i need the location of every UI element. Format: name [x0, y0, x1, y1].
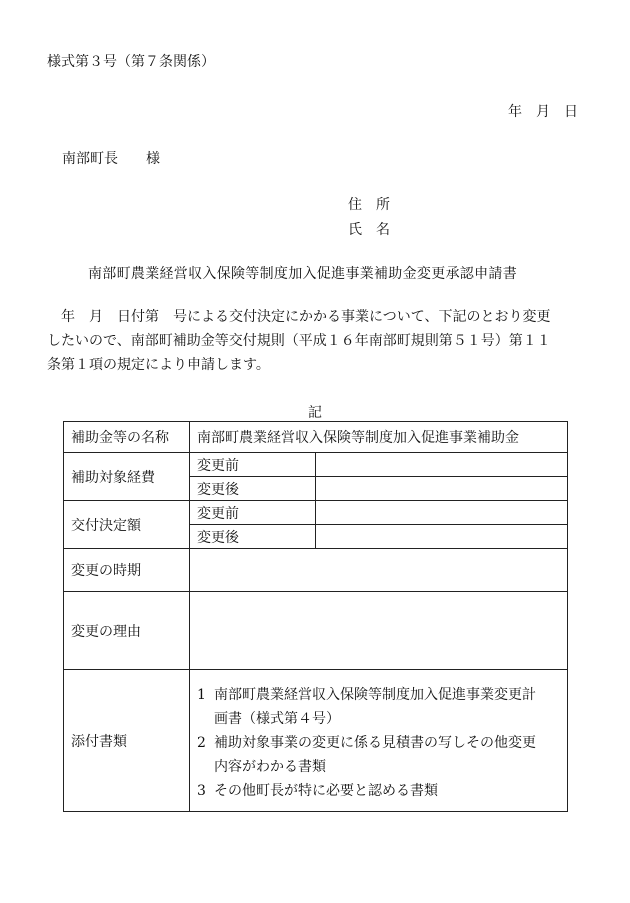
expense-before-value[interactable]	[316, 453, 568, 477]
grant-after-label: 変更後	[190, 525, 316, 549]
table-row	[64, 670, 568, 812]
attachment-item	[197, 683, 567, 731]
table-row	[64, 422, 568, 453]
expense-label: 補助対象経費	[64, 453, 190, 501]
attachment-text: その他町長が特に必要と認める書類	[214, 782, 438, 799]
body-line: したいので、南部町補助金等交付規則（平成１６年南部町規則第５１号）第１１	[47, 333, 551, 349]
attachments-list	[197, 679, 567, 803]
date-line: 年 月 日	[508, 104, 578, 120]
form-number: 様式第３号（第７条関係）	[47, 54, 215, 70]
subsidy-name-label: 補助金等の名称	[64, 422, 190, 453]
attachment-text: 南部町農業経営収入保険等制度加入促進事業変更計	[214, 686, 536, 703]
expense-after-value[interactable]	[316, 477, 568, 501]
document-title: 南部町農業経営収入保険等制度加入促進事業補助金変更承認申請書	[88, 266, 517, 282]
timing-label: 変更の時期	[64, 549, 190, 592]
attachments-label: 添付書類	[64, 670, 190, 812]
table-row	[64, 592, 568, 670]
table-row	[64, 501, 568, 525]
subsidy-name-value: 南部町農業経営収入保険等制度加入促進事業補助金	[190, 422, 568, 453]
timing-value[interactable]	[190, 549, 568, 592]
attachment-item	[197, 731, 567, 779]
attachment-number: 3	[197, 782, 206, 799]
grant-amount-label: 交付決定額	[64, 501, 190, 549]
attachment-text-continued: 画書（様式第４号）	[214, 710, 340, 727]
table-row	[64, 549, 568, 592]
attachment-number: 2	[197, 734, 206, 751]
attachment-text-continued: 内容がわかる書類	[214, 758, 326, 775]
body-line: 条第１項の規定により申請します。	[47, 357, 270, 373]
recipient: 南部町長 様	[62, 151, 160, 167]
grant-before-value[interactable]	[316, 501, 568, 525]
expense-before-label: 変更前	[190, 453, 316, 477]
expense-after-label: 変更後	[190, 477, 316, 501]
table-row	[64, 453, 568, 477]
name-label: 氏 名	[348, 222, 390, 238]
body-line: 年 月 日付第 号による交付決定にかかる事業について、下記のとおり変更	[47, 309, 551, 325]
attachment-item	[197, 779, 567, 803]
attachments-value	[190, 670, 568, 812]
grant-before-label: 変更前	[190, 501, 316, 525]
reason-value[interactable]	[190, 592, 568, 670]
reason-label: 変更の理由	[64, 592, 190, 670]
body-text	[47, 305, 582, 377]
attachment-number: 1	[197, 686, 206, 703]
attachment-text: 補助対象事業の変更に係る見積書の写しその他変更	[214, 734, 536, 751]
grant-after-value[interactable]	[316, 525, 568, 549]
details-table	[63, 421, 568, 812]
address-label: 住 所	[348, 197, 390, 213]
ki-heading: 記	[308, 405, 322, 421]
